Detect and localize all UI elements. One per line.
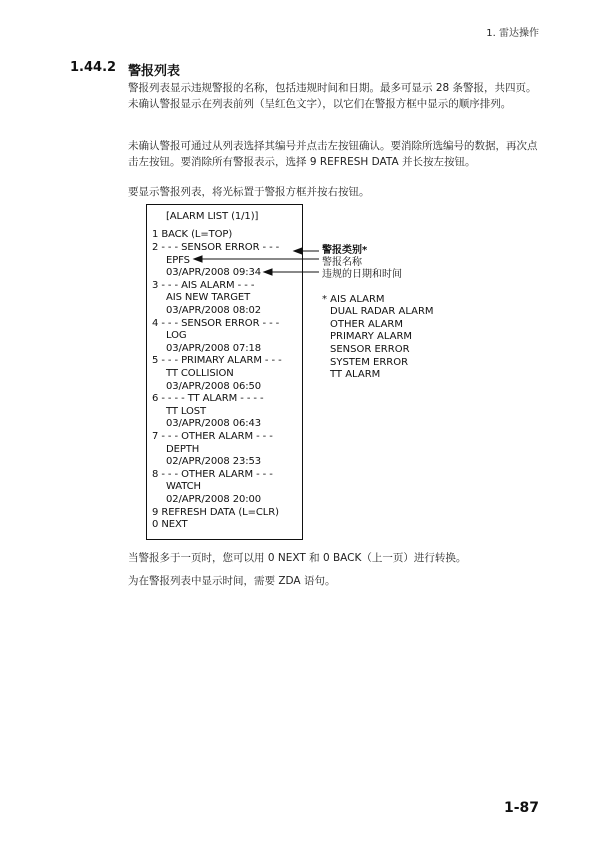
alarm-list-title: [ALARM LIST (1/1)]: [166, 211, 259, 222]
alarm-list-line: WATCH: [166, 481, 201, 492]
page-number: 1-87: [503, 800, 539, 816]
callout-name: 警报名称: [322, 257, 362, 268]
callout-category: 警报类别*: [322, 245, 368, 256]
alarm-list-line: TT COLLISION: [166, 368, 234, 379]
alarm-list-line: LOG: [166, 330, 187, 341]
chapter-header: 1. 雷达操作: [486, 28, 539, 39]
datetime-arrowhead: [264, 269, 272, 275]
section-title: 警报列表: [128, 64, 181, 79]
alarm-list-line: 5 - - - PRIMARY ALARM - - -: [152, 355, 282, 366]
alarm-list-line: 03/APR/2008 08:02: [166, 305, 262, 316]
alarm-list-line: 9 REFRESH DATA (L=CLR): [152, 507, 279, 518]
callout-datetime: 违规的日期和时间: [322, 269, 402, 280]
footnote-item: SENSOR ERROR: [330, 344, 410, 355]
footnote-item: DUAL RADAR ALARM: [330, 306, 434, 317]
alarm-list-line: 4 - - - SENSOR ERROR - - -: [152, 318, 280, 329]
alarm-list-line: 3 - - - AIS ALARM - - -: [152, 280, 255, 291]
paragraph-zda: 为在警报列表中显示时间，需要 ZDA 语句。: [128, 575, 336, 587]
alarm-list-line: 1 BACK (L=TOP): [152, 229, 233, 240]
category-arrowhead: [294, 248, 302, 254]
alarm-list-line: 03/APR/2008 07:18: [166, 343, 262, 354]
name-arrowhead: [194, 256, 202, 262]
alarm-list-line: DEPTH: [166, 444, 200, 455]
paragraph-acknowledge: 未确认警报可通过从列表选择其编号并点击左按钮确认。要消除所选编号的数据，再次点击左按钮。要消除所有警报表示，选择 9 REFRESH DATA 并长按左按钮。: [128, 140, 538, 168]
alarm-list-line: 2 - - - SENSOR ERROR - - -: [152, 242, 280, 253]
alarm-list-line: 03/APR/2008 06:43: [166, 418, 262, 429]
alarm-list-line: 02/APR/2008 23:53: [166, 456, 262, 467]
alarm-list-line: 6 - - - - TT ALARM - - - -: [152, 393, 264, 404]
footnote-title: * AIS ALARM: [322, 294, 385, 305]
alarm-list-line: AIS NEW TARGET: [166, 292, 251, 303]
footnote-item: TT ALARM: [330, 369, 381, 380]
alarm-list-line: EPFS: [166, 255, 190, 266]
paragraph-display: 要显示警报列表，将光标置于警报方框并按右按钮。: [128, 186, 370, 198]
alarm-list-line: 0 NEXT: [152, 519, 188, 530]
alarm-list-line: 7 - - - OTHER ALARM - - -: [152, 431, 273, 442]
alarm-list-line: 02/APR/2008 20:00: [166, 494, 262, 505]
alarm-list-line: 8 - - - OTHER ALARM - - -: [152, 469, 273, 480]
section-number: 1.44.2: [70, 60, 117, 75]
footnote-item: PRIMARY ALARM: [330, 331, 413, 342]
alarm-list-line: TT LOST: [166, 406, 207, 417]
footnote-item: OTHER ALARM: [330, 319, 404, 330]
alarm-list-line: 03/APR/2008 09:34: [166, 267, 262, 278]
paragraph-intro: 警报列表显示违规警报的名称，包括违规时间和日期。最多可显示 28 条警报，共四页。未确认警报显示在列表前列（呈红色文字），以它们在警报方框中显示的顺序排列。: [128, 82, 537, 110]
footnote-item: SYSTEM ERROR: [330, 357, 409, 368]
alarm-list-line: 03/APR/2008 06:50: [166, 381, 262, 392]
paragraph-paging: 当警报多于一页时，您可以用 0 NEXT 和 0 BACK（上一页）进行转换。: [128, 552, 467, 564]
